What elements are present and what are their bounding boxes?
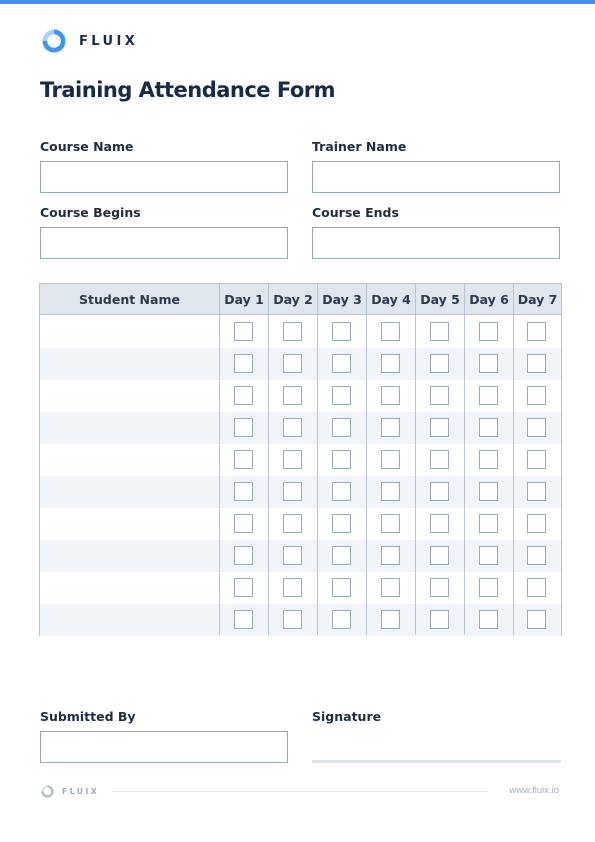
day-3-checkbox[interactable] [332, 610, 351, 629]
course-begins-label: Course Begins [40, 205, 141, 220]
day-7-checkbox[interactable] [527, 418, 546, 437]
day-2-checkbox[interactable] [283, 482, 302, 501]
day-7-checkbox[interactable] [527, 578, 546, 597]
day-4-checkbox[interactable] [381, 386, 400, 405]
day-1-checkbox[interactable] [234, 450, 253, 469]
day-6-checkbox[interactable] [479, 418, 498, 437]
day-1-checkbox[interactable] [234, 418, 253, 437]
table-row [40, 540, 561, 572]
day-2-checkbox[interactable] [283, 322, 302, 341]
day-6-header: Day 6 [469, 292, 509, 307]
student-name-cell[interactable] [48, 348, 213, 380]
column-divider [219, 284, 220, 635]
day-5-checkbox[interactable] [430, 578, 449, 597]
column-divider [366, 284, 367, 635]
day-5-checkbox[interactable] [430, 610, 449, 629]
day-4-header: Day 4 [371, 292, 411, 307]
student-name-header: Student Name [79, 292, 180, 307]
day-3-checkbox[interactable] [332, 578, 351, 597]
day-3-checkbox[interactable] [332, 546, 351, 565]
day-1-checkbox[interactable] [234, 354, 253, 373]
day-2-checkbox[interactable] [283, 610, 302, 629]
day-7-checkbox[interactable] [527, 386, 546, 405]
day-4-checkbox[interactable] [381, 546, 400, 565]
fluix-logo-icon [40, 28, 68, 54]
trainer-name-label: Trainer Name [312, 139, 407, 154]
day-3-checkbox[interactable] [332, 514, 351, 533]
day-7-checkbox[interactable] [527, 322, 546, 341]
day-3-checkbox[interactable] [332, 386, 351, 405]
column-divider [464, 284, 465, 635]
day-3-checkbox[interactable] [332, 450, 351, 469]
day-7-checkbox[interactable] [527, 610, 546, 629]
student-name-cell[interactable] [48, 476, 213, 508]
day-4-checkbox[interactable] [381, 482, 400, 501]
day-1-checkbox[interactable] [234, 514, 253, 533]
signature-label: Signature [312, 709, 382, 724]
student-name-cell[interactable] [48, 380, 213, 412]
table-header [40, 284, 561, 315]
footer-logo [40, 783, 99, 799]
course-ends-label: Course Ends [312, 205, 399, 220]
student-name-cell[interactable] [48, 444, 213, 476]
day-4-checkbox[interactable] [381, 418, 400, 437]
day-6-checkbox[interactable] [479, 546, 498, 565]
table-row [40, 572, 561, 604]
day-5-checkbox[interactable] [430, 354, 449, 373]
attendance-table [39, 283, 562, 636]
day-2-checkbox[interactable] [283, 386, 302, 405]
table-row [40, 412, 561, 444]
brand-name: FLUIX [79, 33, 139, 49]
day-6-checkbox[interactable] [479, 354, 498, 373]
column-divider [415, 284, 416, 635]
course-begins-input[interactable] [40, 227, 288, 259]
day-3-checkbox[interactable] [332, 418, 351, 437]
day-7-checkbox[interactable] [527, 354, 546, 373]
fluix-logo-icon [40, 784, 55, 799]
day-3-checkbox[interactable] [332, 482, 351, 501]
table-row [40, 348, 561, 380]
table-row [40, 316, 561, 348]
day-1-checkbox[interactable] [234, 482, 253, 501]
submitted-by-input[interactable] [40, 731, 288, 763]
day-1-checkbox[interactable] [234, 322, 253, 341]
day-1-header: Day 1 [224, 292, 264, 307]
day-2-checkbox[interactable] [283, 418, 302, 437]
day-4-checkbox[interactable] [381, 610, 400, 629]
day-6-checkbox[interactable] [479, 514, 498, 533]
table-row [40, 380, 561, 412]
page-title: Training Attendance Form [40, 78, 336, 102]
table-row [40, 444, 561, 476]
column-divider [317, 284, 318, 635]
submitted-by-label: Submitted By [40, 709, 136, 724]
day-5-checkbox[interactable] [430, 418, 449, 437]
day-4-checkbox[interactable] [381, 322, 400, 341]
day-4-checkbox[interactable] [381, 354, 400, 373]
brand-logo [40, 28, 138, 54]
student-name-cell[interactable] [48, 572, 213, 604]
table-row [40, 508, 561, 540]
day-7-checkbox[interactable] [527, 450, 546, 469]
footer-divider [112, 791, 488, 792]
day-1-checkbox[interactable] [234, 610, 253, 629]
day-5-checkbox[interactable] [430, 546, 449, 565]
day-2-header: Day 2 [273, 292, 313, 307]
trainer-name-input[interactable] [312, 161, 560, 193]
column-divider [268, 284, 269, 635]
day-2-checkbox[interactable] [283, 546, 302, 565]
day-5-header: Day 5 [420, 292, 460, 307]
day-5-checkbox[interactable] [430, 322, 449, 341]
day-7-checkbox[interactable] [527, 546, 546, 565]
student-name-cell[interactable] [48, 412, 213, 444]
day-3-checkbox[interactable] [332, 322, 351, 341]
day-5-checkbox[interactable] [430, 514, 449, 533]
day-6-checkbox[interactable] [479, 482, 498, 501]
day-7-checkbox[interactable] [527, 514, 546, 533]
day-1-checkbox[interactable] [234, 578, 253, 597]
student-name-cell[interactable] [48, 316, 213, 348]
student-name-cell[interactable] [48, 540, 213, 572]
day-5-checkbox[interactable] [430, 450, 449, 469]
day-5-checkbox[interactable] [430, 482, 449, 501]
day-6-checkbox[interactable] [479, 450, 498, 469]
day-1-checkbox[interactable] [234, 386, 253, 405]
day-4-checkbox[interactable] [381, 578, 400, 597]
top-accent-bar [0, 0, 595, 4]
day-2-checkbox[interactable] [283, 514, 302, 533]
footer-url-link[interactable]: www.fluix.io [509, 785, 559, 796]
column-divider [513, 284, 514, 635]
table-row [40, 476, 561, 508]
course-ends-input[interactable] [312, 227, 560, 259]
course-name-label: Course Name [40, 139, 134, 154]
table-row [40, 604, 561, 636]
student-name-cell[interactable] [48, 604, 213, 636]
day-4-checkbox[interactable] [381, 450, 400, 469]
day-2-checkbox[interactable] [283, 354, 302, 373]
day-6-checkbox[interactable] [479, 386, 498, 405]
day-3-header: Day 3 [322, 292, 362, 307]
day-6-checkbox[interactable] [479, 322, 498, 341]
day-6-checkbox[interactable] [479, 610, 498, 629]
day-1-checkbox[interactable] [234, 546, 253, 565]
day-7-checkbox[interactable] [527, 482, 546, 501]
day-2-checkbox[interactable] [283, 578, 302, 597]
day-5-checkbox[interactable] [430, 386, 449, 405]
signature-line[interactable] [312, 760, 561, 763]
day-7-header: Day 7 [517, 292, 558, 307]
day-3-checkbox[interactable] [332, 354, 351, 373]
day-4-checkbox[interactable] [381, 514, 400, 533]
footer-brand-name: FLUIX [62, 786, 100, 796]
day-6-checkbox[interactable] [479, 578, 498, 597]
day-2-checkbox[interactable] [283, 450, 302, 469]
course-name-input[interactable] [40, 161, 288, 193]
student-name-cell[interactable] [48, 508, 213, 540]
